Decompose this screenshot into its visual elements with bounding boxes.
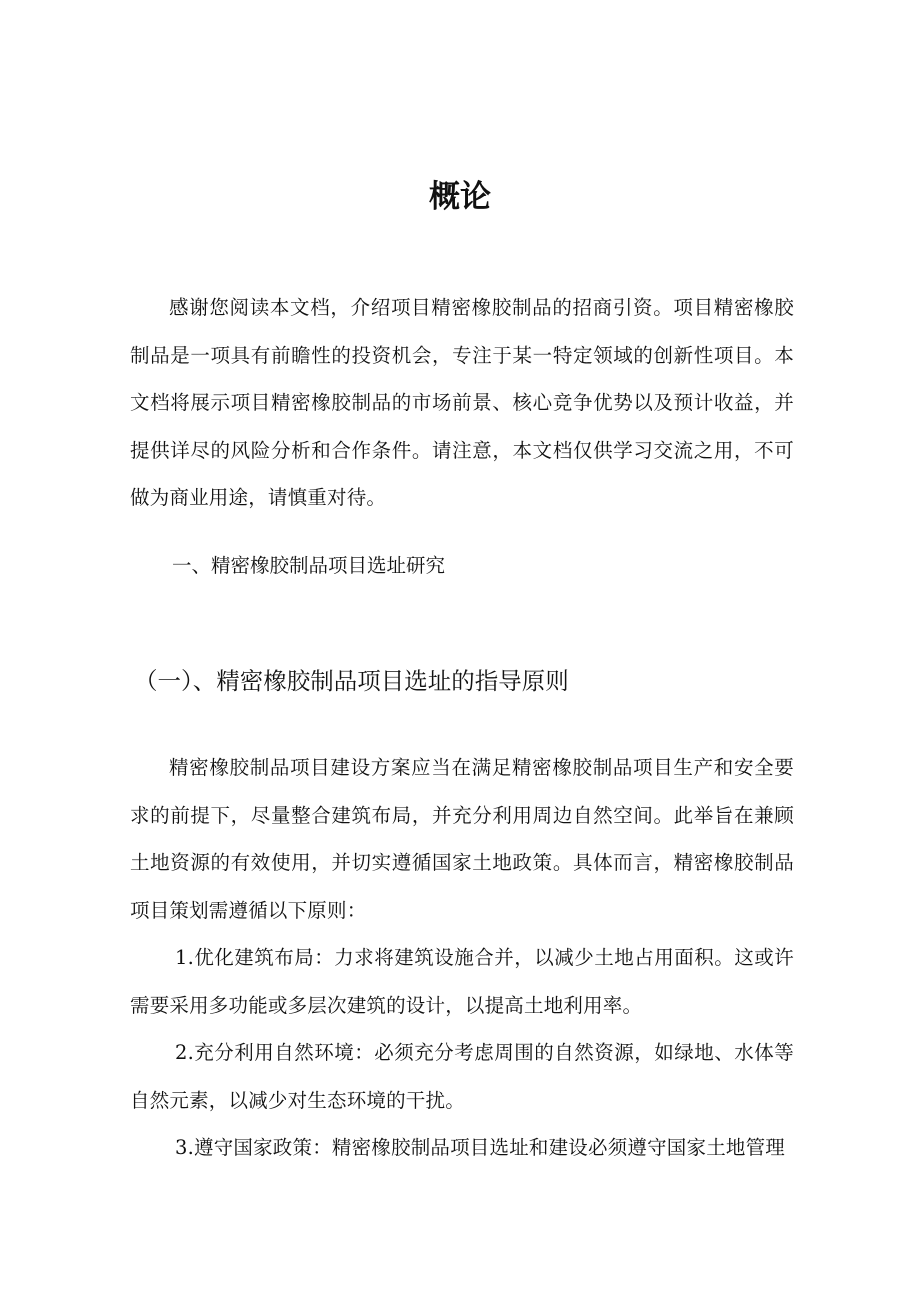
page-title: 概论 (429, 178, 491, 215)
list-item-number: 2 (175, 1041, 188, 1064)
list-item (130, 1124, 794, 1172)
list-item-text: .遵守国家政策：精密橡胶制品项目选址和建设必须遵守国家土地管理 (187, 1136, 786, 1159)
subsection-paragraph: 精密橡胶制品项目建设方案应当在满足精密橡胶制品项目生产和安全要求的前提下，尽量整合建筑布局，并充分利用周边自然空间。此举旨在兼顾土地资源的有效使用，并切实遵循国家土地政策。具体而言，精密橡胶制品项目策划需遵循以下原则： (130, 756, 794, 922)
list-item (130, 934, 794, 1029)
list-item-number: 1 (175, 946, 188, 969)
list-item (130, 1029, 794, 1124)
section-heading: 一、精密橡胶制品项目选址研究 (172, 554, 446, 577)
subsection-heading: （一）、精密橡胶制品项目选址的指导原则 (134, 667, 569, 695)
list-item-text: .优化建筑布局：力求将建筑设施合并，以减少土地占用面积。这或许需要采用多功能或多层次建筑的设计，以提高土地利用率。 (130, 946, 794, 1017)
list-item-text: .充分利用自然环境：必须充分考虑周围的自然资源，如绿地、水体等自然元素，以减少对生态环境的干扰。 (130, 1041, 794, 1112)
intro-paragraph: 感谢您阅读本文档，介绍项目精密橡胶制品的招商引资。项目精密橡胶制品是一项具有前瞻性的投资机会，专注于某一特定领域的创新性项目。本文档将展示项目精密橡胶制品的市场前景、核心竞争优势以及预计收益，并提供详尽的风险分析和合作条件。请注意，本文档仅供学习交流之用，不可做为商业用途，请慎重对待。 (130, 296, 794, 509)
list-item-number: 3 (175, 1136, 188, 1159)
